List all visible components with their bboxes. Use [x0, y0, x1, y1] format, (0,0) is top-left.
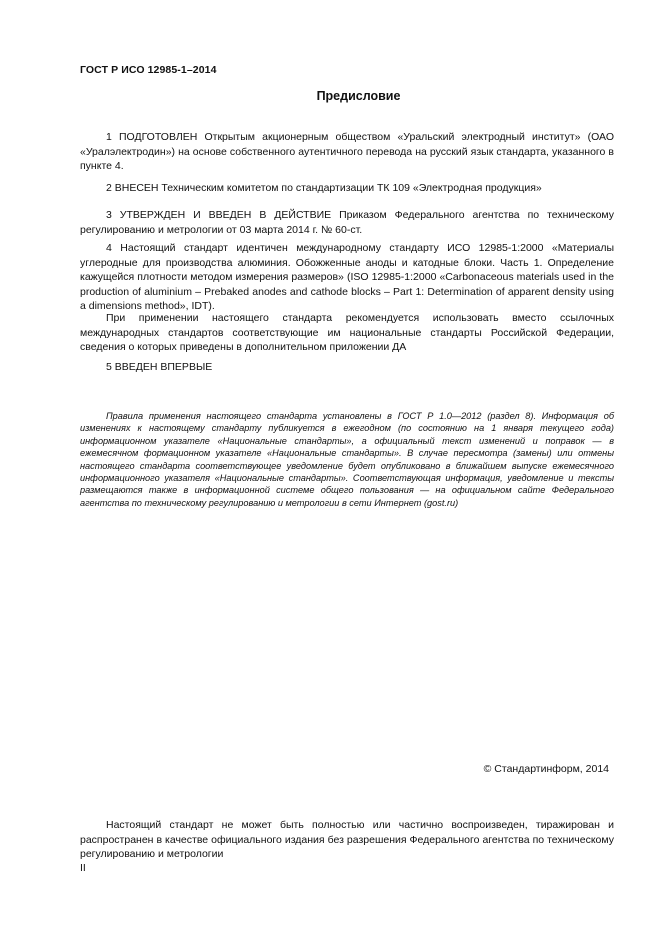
reproduction-disclaimer: Настоящий стандарт не может быть полностью или частично воспроизведен, тиражирован и распространен в качестве официального издания без разрешения Федерального агентства по техническому регулированию и метрологии — [80, 819, 614, 861]
copyright-line: © Стандартинформ, 2014 — [483, 763, 609, 775]
paragraph-prepared-by: 1 ПОДГОТОВЛЕН Открытым акционерным обществом «Уральский электродный институт» (ОАО «Уралэлектродин») на основе собственного аутентичного перевода на русский язык стандарта, указанного в пункте 4. — [80, 131, 614, 173]
paragraph-references-note: При применении настоящего стандарта рекомендуется использовать вместо ссылочных международных стандартов соответствующие им национальные стандарты Российской Федерации, сведения о которых приведены в дополнительном приложении ДА — [80, 312, 614, 354]
page-title: Предисловие — [316, 89, 401, 103]
paragraph-identical-standard: 4 Настоящий стандарт идентичен международному стандарту ИСО 12985-1:2000 «Материалы углеродные для производства алюминия. Обожженные аноды и катодные блоки. Часть 1. Определение кажущейся плотности методом измерения размеров» (ISO 12985-1:2000 «Carbonaceous materials used in the production of aluminium – Prebaked anodes and cathode blocks – Part 1: Determination of apparent density using a dimensions method», IDT). — [80, 242, 614, 313]
paragraph-introduced-first: 5 ВВЕДЕН ВПЕРВЫЕ — [106, 361, 213, 373]
application-rules-notice: Правила применения настоящего стандарта установлены в ГОСТ Р 1.0—2012 (раздел 8). Информация об изменениях к настоящему стандарту публикуется в ежегодном (по состоянию на 1 января текущего года) информационном указателе «Национальные стандарты», а официальный текст изменений и поправок — в ежемесячном формационном указателе «Национальные стандарты». В случае пересмотра (замены) или отмены настоящего стандарта соответствующее уведомление будет опубликовано в ближайшем выпуске ежемесячного информационного указателя «Национальные стандарты». Соответствующая информация, уведомление и тексты размещаются также в информационной системе общего пользования — на официальном сайте Федерального агентства по техническому регулированию и метрологии в сети Интернет (gost.ru) — [80, 411, 614, 508]
standard-code-header: ГОСТ Р ИСО 12985-1–2014 — [80, 64, 217, 76]
paragraph-submitted-by: 2 ВНЕСЕН Техническим комитетом по стандартизации ТК 109 «Электродная продукция» — [106, 182, 542, 194]
page-number: II — [80, 862, 86, 874]
paragraph-approved: 3 УТВЕРЖДЕН И ВВЕДЕН В ДЕЙСТВИЕ Приказом Федерального агентства по техническому регулированию и метрологии от 03 марта 2014 г. № 60-ст. — [80, 209, 614, 236]
